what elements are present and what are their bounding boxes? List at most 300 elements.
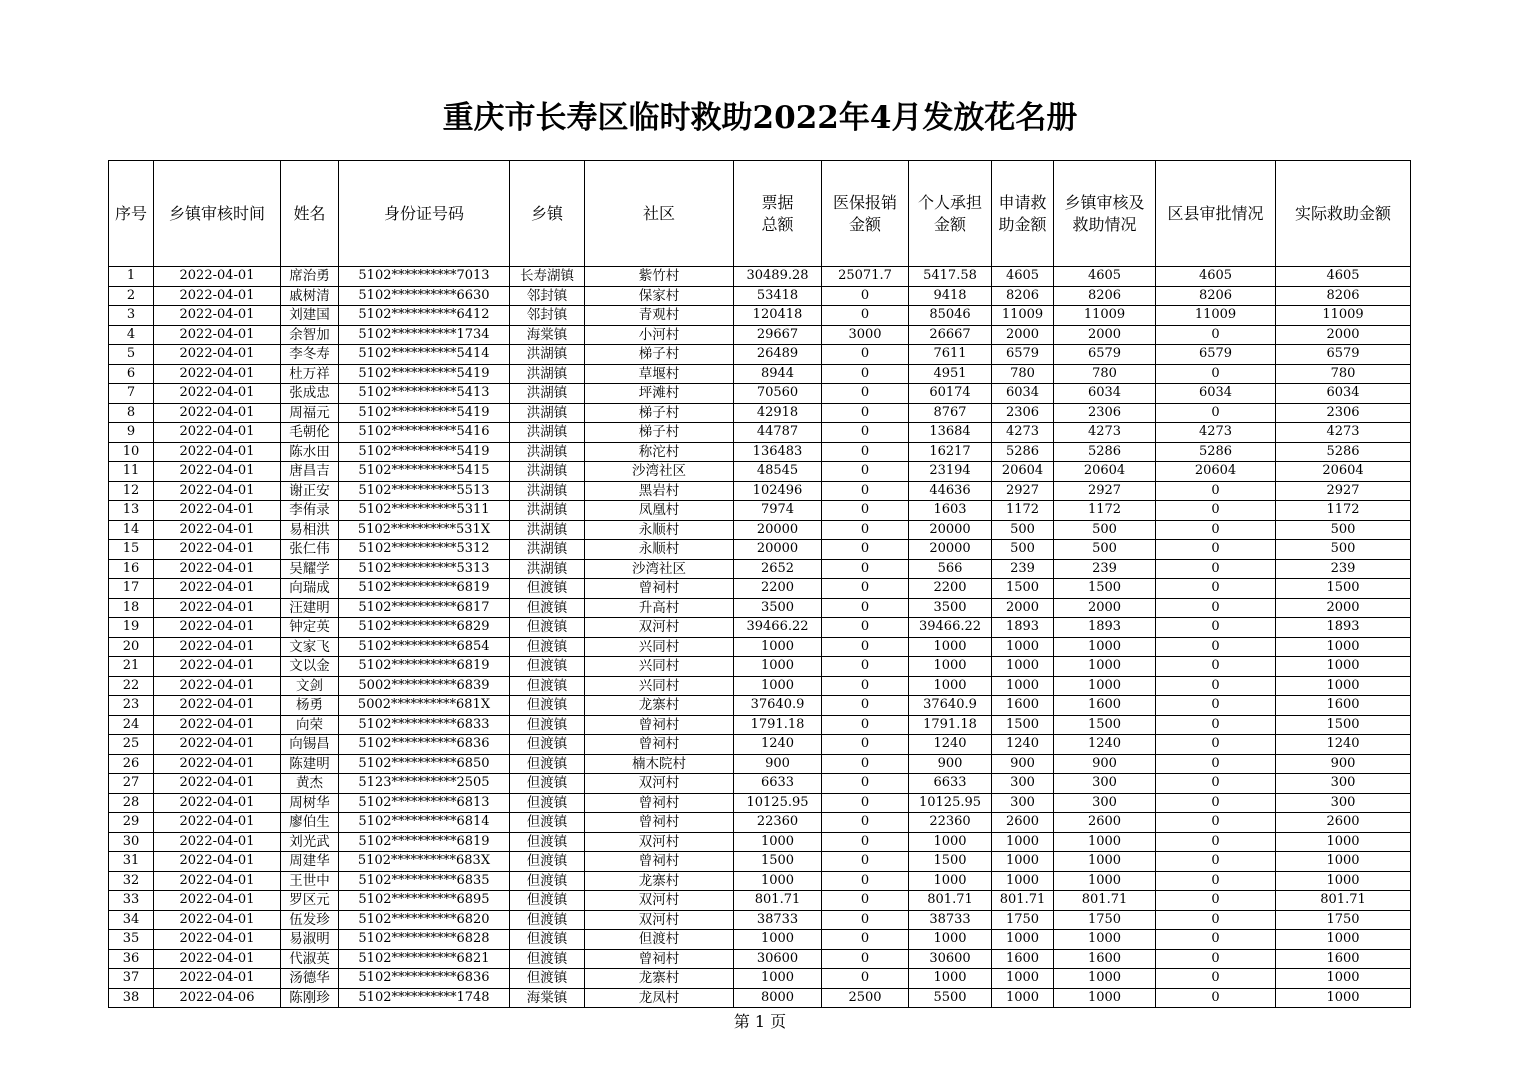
cell-applied-amount: 1000 bbox=[992, 852, 1054, 872]
cell-community: 草堰村 bbox=[585, 364, 734, 384]
cell-review-date: 2022-04-01 bbox=[154, 813, 281, 833]
cell-insurance-amount: 0 bbox=[822, 774, 909, 794]
cell-insurance-amount: 0 bbox=[822, 364, 909, 384]
cell-applied-amount: 1000 bbox=[992, 969, 1054, 989]
cell-bill-total: 1000 bbox=[734, 969, 822, 989]
cell-personal-amount: 6633 bbox=[909, 774, 992, 794]
cell-insurance-amount: 0 bbox=[822, 540, 909, 560]
cell-bill-total: 10125.95 bbox=[734, 793, 822, 813]
cell-actual-amount: 1500 bbox=[1276, 715, 1411, 735]
table-row bbox=[109, 774, 1411, 794]
cell-personal-amount: 60174 bbox=[909, 384, 992, 404]
cell-personal-amount: 22360 bbox=[909, 813, 992, 833]
cell-town-review: 20604 bbox=[1054, 462, 1156, 482]
cell-bill-total: 1000 bbox=[734, 676, 822, 696]
cell-town: 但渡镇 bbox=[510, 891, 585, 911]
cell-applied-amount: 11009 bbox=[992, 306, 1054, 326]
cell-personal-amount: 801.71 bbox=[909, 891, 992, 911]
cell-name: 周建华 bbox=[281, 852, 339, 872]
cell-county-approval: 0 bbox=[1156, 559, 1276, 579]
cell-applied-amount: 1000 bbox=[992, 988, 1054, 1008]
cell-town: 但渡镇 bbox=[510, 598, 585, 618]
cell-id-number: 5102**********5419 bbox=[339, 442, 510, 462]
cell-name: 代淑英 bbox=[281, 949, 339, 969]
cell-review-date: 2022-04-01 bbox=[154, 871, 281, 891]
table-row bbox=[109, 910, 1411, 930]
cell-seq: 6 bbox=[109, 364, 154, 384]
cell-id-number: 5102**********5311 bbox=[339, 501, 510, 521]
cell-county-approval: 0 bbox=[1156, 657, 1276, 677]
table-row bbox=[109, 813, 1411, 833]
cell-town: 洪湖镇 bbox=[510, 501, 585, 521]
cell-review-date: 2022-04-01 bbox=[154, 715, 281, 735]
cell-town: 洪湖镇 bbox=[510, 384, 585, 404]
cell-actual-amount: 1000 bbox=[1276, 852, 1411, 872]
cell-insurance-amount: 0 bbox=[822, 481, 909, 501]
cell-actual-amount: 1000 bbox=[1276, 657, 1411, 677]
cell-town: 洪湖镇 bbox=[510, 481, 585, 501]
cell-community: 曾祠村 bbox=[585, 949, 734, 969]
cell-id-number: 5102**********6829 bbox=[339, 618, 510, 638]
cell-community: 兴同村 bbox=[585, 637, 734, 657]
cell-personal-amount: 1000 bbox=[909, 930, 992, 950]
cell-community: 梯子村 bbox=[585, 423, 734, 443]
cell-bill-total: 2652 bbox=[734, 559, 822, 579]
cell-seq: 18 bbox=[109, 598, 154, 618]
cell-insurance-amount: 0 bbox=[822, 423, 909, 443]
cell-town: 洪湖镇 bbox=[510, 423, 585, 443]
cell-actual-amount: 1000 bbox=[1276, 930, 1411, 950]
cell-seq: 25 bbox=[109, 735, 154, 755]
cell-personal-amount: 1000 bbox=[909, 871, 992, 891]
cell-seq: 22 bbox=[109, 676, 154, 696]
cell-community: 曾祠村 bbox=[585, 735, 734, 755]
cell-county-approval: 4605 bbox=[1156, 267, 1276, 287]
cell-county-approval: 0 bbox=[1156, 676, 1276, 696]
cell-review-date: 2022-04-01 bbox=[154, 793, 281, 813]
cell-id-number: 5102**********6630 bbox=[339, 286, 510, 306]
header-name: 姓名 bbox=[281, 161, 339, 267]
cell-name: 陈建明 bbox=[281, 754, 339, 774]
cell-county-approval: 0 bbox=[1156, 481, 1276, 501]
cell-town-review: 500 bbox=[1054, 520, 1156, 540]
cell-name: 易相洪 bbox=[281, 520, 339, 540]
cell-actual-amount: 780 bbox=[1276, 364, 1411, 384]
cell-town-review: 6579 bbox=[1054, 345, 1156, 365]
cell-actual-amount: 2000 bbox=[1276, 598, 1411, 618]
header-applied-amount: 申请救 助金额 bbox=[992, 161, 1054, 267]
cell-insurance-amount: 0 bbox=[822, 618, 909, 638]
cell-county-approval: 4273 bbox=[1156, 423, 1276, 443]
cell-county-approval: 6034 bbox=[1156, 384, 1276, 404]
cell-bill-total: 8944 bbox=[734, 364, 822, 384]
cell-seq: 5 bbox=[109, 345, 154, 365]
cell-personal-amount: 23194 bbox=[909, 462, 992, 482]
cell-community: 永顺村 bbox=[585, 520, 734, 540]
cell-town-review: 1500 bbox=[1054, 579, 1156, 599]
cell-review-date: 2022-04-01 bbox=[154, 325, 281, 345]
cell-town: 洪湖镇 bbox=[510, 559, 585, 579]
table-row bbox=[109, 930, 1411, 950]
cell-id-number: 5102**********5415 bbox=[339, 462, 510, 482]
table-row bbox=[109, 754, 1411, 774]
cell-seq: 24 bbox=[109, 715, 154, 735]
cell-applied-amount: 2927 bbox=[992, 481, 1054, 501]
cell-bill-total: 1000 bbox=[734, 832, 822, 852]
cell-actual-amount: 2000 bbox=[1276, 325, 1411, 345]
cell-town: 海棠镇 bbox=[510, 988, 585, 1008]
cell-applied-amount: 1600 bbox=[992, 949, 1054, 969]
cell-town: 但渡镇 bbox=[510, 735, 585, 755]
cell-personal-amount: 1500 bbox=[909, 852, 992, 872]
cell-name: 刘光武 bbox=[281, 832, 339, 852]
cell-actual-amount: 6579 bbox=[1276, 345, 1411, 365]
cell-id-number: 5102**********6833 bbox=[339, 715, 510, 735]
cell-insurance-amount: 0 bbox=[822, 579, 909, 599]
cell-review-date: 2022-04-01 bbox=[154, 969, 281, 989]
cell-insurance-amount: 0 bbox=[822, 793, 909, 813]
cell-personal-amount: 26667 bbox=[909, 325, 992, 345]
page-title: 重庆市长寿区临时救助2022年4月发放花名册 bbox=[442, 100, 1078, 136]
cell-applied-amount: 1000 bbox=[992, 871, 1054, 891]
cell-actual-amount: 500 bbox=[1276, 520, 1411, 540]
cell-insurance-amount: 0 bbox=[822, 462, 909, 482]
cell-town: 但渡镇 bbox=[510, 793, 585, 813]
cell-name: 刘建国 bbox=[281, 306, 339, 326]
cell-applied-amount: 1000 bbox=[992, 832, 1054, 852]
table-row bbox=[109, 949, 1411, 969]
cell-actual-amount: 1240 bbox=[1276, 735, 1411, 755]
cell-bill-total: 1000 bbox=[734, 637, 822, 657]
cell-name: 文以金 bbox=[281, 657, 339, 677]
table-row bbox=[109, 442, 1411, 462]
cell-town: 但渡镇 bbox=[510, 579, 585, 599]
cell-actual-amount: 1000 bbox=[1276, 637, 1411, 657]
cell-review-date: 2022-04-01 bbox=[154, 384, 281, 404]
cell-bill-total: 8000 bbox=[734, 988, 822, 1008]
cell-id-number: 5102**********6854 bbox=[339, 637, 510, 657]
cell-county-approval: 0 bbox=[1156, 540, 1276, 560]
cell-actual-amount: 2306 bbox=[1276, 403, 1411, 423]
cell-name: 黄杰 bbox=[281, 774, 339, 794]
table-row bbox=[109, 598, 1411, 618]
cell-seq: 27 bbox=[109, 774, 154, 794]
cell-applied-amount: 5286 bbox=[992, 442, 1054, 462]
cell-county-approval: 11009 bbox=[1156, 306, 1276, 326]
header-town-review: 乡镇审核及 救助情况 bbox=[1054, 161, 1156, 267]
cell-name: 汤德华 bbox=[281, 969, 339, 989]
cell-town: 但渡镇 bbox=[510, 852, 585, 872]
cell-review-date: 2022-04-01 bbox=[154, 442, 281, 462]
cell-name: 张仁伟 bbox=[281, 540, 339, 560]
cell-personal-amount: 37640.9 bbox=[909, 696, 992, 716]
cell-applied-amount: 300 bbox=[992, 793, 1054, 813]
cell-applied-amount: 1500 bbox=[992, 579, 1054, 599]
cell-insurance-amount: 0 bbox=[822, 696, 909, 716]
cell-county-approval: 0 bbox=[1156, 832, 1276, 852]
cell-county-approval: 0 bbox=[1156, 949, 1276, 969]
cell-actual-amount: 20604 bbox=[1276, 462, 1411, 482]
table-row bbox=[109, 988, 1411, 1008]
cell-community: 但渡村 bbox=[585, 930, 734, 950]
cell-id-number: 5102**********6813 bbox=[339, 793, 510, 813]
table-row bbox=[109, 364, 1411, 384]
cell-personal-amount: 8767 bbox=[909, 403, 992, 423]
cell-bill-total: 7974 bbox=[734, 501, 822, 521]
cell-town-review: 1000 bbox=[1054, 930, 1156, 950]
cell-actual-amount: 8206 bbox=[1276, 286, 1411, 306]
cell-community: 沙湾社区 bbox=[585, 462, 734, 482]
cell-id-number: 5102**********6412 bbox=[339, 306, 510, 326]
cell-seq: 19 bbox=[109, 618, 154, 638]
cell-id-number: 5102**********7013 bbox=[339, 267, 510, 287]
cell-county-approval: 8206 bbox=[1156, 286, 1276, 306]
cell-town-review: 4605 bbox=[1054, 267, 1156, 287]
cell-seq: 34 bbox=[109, 910, 154, 930]
cell-bill-total: 38733 bbox=[734, 910, 822, 930]
cell-bill-total: 53418 bbox=[734, 286, 822, 306]
header-insurance-amount: 医保报销 金额 bbox=[822, 161, 909, 267]
cell-town-review: 500 bbox=[1054, 540, 1156, 560]
cell-insurance-amount: 0 bbox=[822, 715, 909, 735]
cell-town: 但渡镇 bbox=[510, 871, 585, 891]
cell-review-date: 2022-04-01 bbox=[154, 540, 281, 560]
cell-seq: 37 bbox=[109, 969, 154, 989]
cell-community: 紫竹村 bbox=[585, 267, 734, 287]
cell-community: 龙寨村 bbox=[585, 969, 734, 989]
cell-seq: 31 bbox=[109, 852, 154, 872]
cell-bill-total: 26489 bbox=[734, 345, 822, 365]
cell-town: 但渡镇 bbox=[510, 832, 585, 852]
cell-insurance-amount: 0 bbox=[822, 286, 909, 306]
cell-county-approval: 20604 bbox=[1156, 462, 1276, 482]
cell-community: 曾祠村 bbox=[585, 852, 734, 872]
table-row bbox=[109, 696, 1411, 716]
cell-seq: 32 bbox=[109, 871, 154, 891]
cell-applied-amount: 500 bbox=[992, 540, 1054, 560]
cell-personal-amount: 900 bbox=[909, 754, 992, 774]
cell-actual-amount: 239 bbox=[1276, 559, 1411, 579]
cell-insurance-amount: 0 bbox=[822, 891, 909, 911]
cell-actual-amount: 4605 bbox=[1276, 267, 1411, 287]
cell-bill-total: 30600 bbox=[734, 949, 822, 969]
cell-personal-amount: 39466.22 bbox=[909, 618, 992, 638]
cell-id-number: 5102**********6819 bbox=[339, 832, 510, 852]
cell-insurance-amount: 0 bbox=[822, 754, 909, 774]
cell-town-review: 1000 bbox=[1054, 871, 1156, 891]
cell-community: 沙湾社区 bbox=[585, 559, 734, 579]
cell-town-review: 2306 bbox=[1054, 403, 1156, 423]
table-row bbox=[109, 579, 1411, 599]
cell-bill-total: 801.71 bbox=[734, 891, 822, 911]
cell-insurance-amount: 0 bbox=[822, 871, 909, 891]
table-row bbox=[109, 345, 1411, 365]
table-row bbox=[109, 520, 1411, 540]
cell-town: 海棠镇 bbox=[510, 325, 585, 345]
cell-community: 兴同村 bbox=[585, 657, 734, 677]
cell-county-approval: 0 bbox=[1156, 579, 1276, 599]
cell-seq: 3 bbox=[109, 306, 154, 326]
cell-applied-amount: 1600 bbox=[992, 696, 1054, 716]
cell-actual-amount: 6034 bbox=[1276, 384, 1411, 404]
cell-town: 洪湖镇 bbox=[510, 520, 585, 540]
cell-county-approval: 0 bbox=[1156, 735, 1276, 755]
cell-actual-amount: 1750 bbox=[1276, 910, 1411, 930]
cell-applied-amount: 239 bbox=[992, 559, 1054, 579]
cell-county-approval: 0 bbox=[1156, 364, 1276, 384]
cell-personal-amount: 9418 bbox=[909, 286, 992, 306]
cell-town: 洪湖镇 bbox=[510, 540, 585, 560]
cell-county-approval: 0 bbox=[1156, 520, 1276, 540]
cell-bill-total: 900 bbox=[734, 754, 822, 774]
cell-applied-amount: 2000 bbox=[992, 325, 1054, 345]
cell-town-review: 2000 bbox=[1054, 598, 1156, 618]
cell-id-number: 5102**********1734 bbox=[339, 325, 510, 345]
cell-bill-total: 1000 bbox=[734, 657, 822, 677]
cell-applied-amount: 1000 bbox=[992, 676, 1054, 696]
table-row bbox=[109, 891, 1411, 911]
cell-insurance-amount: 0 bbox=[822, 559, 909, 579]
cell-town: 邻封镇 bbox=[510, 306, 585, 326]
cell-review-date: 2022-04-01 bbox=[154, 910, 281, 930]
cell-town: 但渡镇 bbox=[510, 910, 585, 930]
cell-county-approval: 0 bbox=[1156, 696, 1276, 716]
cell-town: 但渡镇 bbox=[510, 715, 585, 735]
cell-applied-amount: 500 bbox=[992, 520, 1054, 540]
cell-community: 双河村 bbox=[585, 891, 734, 911]
cell-actual-amount: 2927 bbox=[1276, 481, 1411, 501]
cell-town: 长寿湖镇 bbox=[510, 267, 585, 287]
cell-community: 龙寨村 bbox=[585, 696, 734, 716]
cell-actual-amount: 801.71 bbox=[1276, 891, 1411, 911]
cell-applied-amount: 4605 bbox=[992, 267, 1054, 287]
cell-town: 但渡镇 bbox=[510, 657, 585, 677]
cell-review-date: 2022-04-01 bbox=[154, 735, 281, 755]
cell-personal-amount: 20000 bbox=[909, 540, 992, 560]
cell-id-number: 5102**********683X bbox=[339, 852, 510, 872]
cell-id-number: 5102**********5313 bbox=[339, 559, 510, 579]
cell-town-review: 300 bbox=[1054, 793, 1156, 813]
cell-review-date: 2022-04-01 bbox=[154, 481, 281, 501]
cell-insurance-amount: 0 bbox=[822, 598, 909, 618]
cell-bill-total: 1000 bbox=[734, 871, 822, 891]
table-row bbox=[109, 481, 1411, 501]
cell-bill-total: 37640.9 bbox=[734, 696, 822, 716]
cell-county-approval: 0 bbox=[1156, 871, 1276, 891]
cell-county-approval: 0 bbox=[1156, 813, 1276, 833]
cell-review-date: 2022-04-01 bbox=[154, 579, 281, 599]
cell-town-review: 1000 bbox=[1054, 988, 1156, 1008]
cell-review-date: 2022-04-01 bbox=[154, 501, 281, 521]
cell-applied-amount: 8206 bbox=[992, 286, 1054, 306]
cell-seq: 7 bbox=[109, 384, 154, 404]
cell-actual-amount: 500 bbox=[1276, 540, 1411, 560]
cell-seq: 16 bbox=[109, 559, 154, 579]
cell-town: 洪湖镇 bbox=[510, 403, 585, 423]
cell-community: 曾祠村 bbox=[585, 579, 734, 599]
cell-town-review: 2000 bbox=[1054, 325, 1156, 345]
cell-town-review: 1000 bbox=[1054, 657, 1156, 677]
cell-seq: 8 bbox=[109, 403, 154, 423]
cell-id-number: 5102**********6814 bbox=[339, 813, 510, 833]
cell-county-approval: 0 bbox=[1156, 325, 1276, 345]
cell-applied-amount: 6579 bbox=[992, 345, 1054, 365]
cell-actual-amount: 2600 bbox=[1276, 813, 1411, 833]
cell-community: 曾祠村 bbox=[585, 793, 734, 813]
cell-name: 罗区元 bbox=[281, 891, 339, 911]
cell-id-number: 5102**********6835 bbox=[339, 871, 510, 891]
cell-bill-total: 70560 bbox=[734, 384, 822, 404]
cell-town: 但渡镇 bbox=[510, 637, 585, 657]
cell-community: 双河村 bbox=[585, 910, 734, 930]
cell-applied-amount: 1000 bbox=[992, 930, 1054, 950]
cell-name: 唐昌吉 bbox=[281, 462, 339, 482]
cell-name: 张成忠 bbox=[281, 384, 339, 404]
cell-personal-amount: 1603 bbox=[909, 501, 992, 521]
cell-town-review: 239 bbox=[1054, 559, 1156, 579]
table-row bbox=[109, 267, 1411, 287]
table-row bbox=[109, 501, 1411, 521]
cell-insurance-amount: 25071.7 bbox=[822, 267, 909, 287]
cell-personal-amount: 1000 bbox=[909, 657, 992, 677]
cell-county-approval: 0 bbox=[1156, 793, 1276, 813]
cell-id-number: 5102**********6836 bbox=[339, 735, 510, 755]
cell-town: 但渡镇 bbox=[510, 696, 585, 716]
table-row bbox=[109, 832, 1411, 852]
cell-community: 小河村 bbox=[585, 325, 734, 345]
cell-bill-total: 39466.22 bbox=[734, 618, 822, 638]
cell-seq: 36 bbox=[109, 949, 154, 969]
cell-community: 兴同村 bbox=[585, 676, 734, 696]
cell-applied-amount: 801.71 bbox=[992, 891, 1054, 911]
header-county-approval: 区县审批情况 bbox=[1156, 161, 1276, 267]
cell-seq: 14 bbox=[109, 520, 154, 540]
cell-review-date: 2022-04-01 bbox=[154, 364, 281, 384]
cell-personal-amount: 4951 bbox=[909, 364, 992, 384]
cell-id-number: 5002**********681X bbox=[339, 696, 510, 716]
cell-seq: 4 bbox=[109, 325, 154, 345]
table-row bbox=[109, 657, 1411, 677]
cell-id-number: 5102**********6828 bbox=[339, 930, 510, 950]
cell-insurance-amount: 0 bbox=[822, 969, 909, 989]
cell-insurance-amount: 0 bbox=[822, 676, 909, 696]
cell-town-review: 4273 bbox=[1054, 423, 1156, 443]
cell-id-number: 5102**********6817 bbox=[339, 598, 510, 618]
cell-town: 洪湖镇 bbox=[510, 345, 585, 365]
cell-applied-amount: 1500 bbox=[992, 715, 1054, 735]
cell-personal-amount: 1000 bbox=[909, 637, 992, 657]
cell-name: 李冬寿 bbox=[281, 345, 339, 365]
cell-bill-total: 29667 bbox=[734, 325, 822, 345]
table-row bbox=[109, 871, 1411, 891]
cell-town-review: 1600 bbox=[1054, 696, 1156, 716]
cell-insurance-amount: 0 bbox=[822, 306, 909, 326]
cell-personal-amount: 5417.58 bbox=[909, 267, 992, 287]
cell-review-date: 2022-04-01 bbox=[154, 676, 281, 696]
cell-town: 邻封镇 bbox=[510, 286, 585, 306]
cell-id-number: 5102**********6895 bbox=[339, 891, 510, 911]
cell-seq: 35 bbox=[109, 930, 154, 950]
cell-town: 但渡镇 bbox=[510, 676, 585, 696]
cell-name: 向瑞成 bbox=[281, 579, 339, 599]
table-row bbox=[109, 325, 1411, 345]
cell-applied-amount: 900 bbox=[992, 754, 1054, 774]
header-seq: 序号 bbox=[109, 161, 154, 267]
cell-insurance-amount: 0 bbox=[822, 384, 909, 404]
cell-town: 但渡镇 bbox=[510, 969, 585, 989]
cell-actual-amount: 1893 bbox=[1276, 618, 1411, 638]
header-personal-amount: 个人承担 金额 bbox=[909, 161, 992, 267]
